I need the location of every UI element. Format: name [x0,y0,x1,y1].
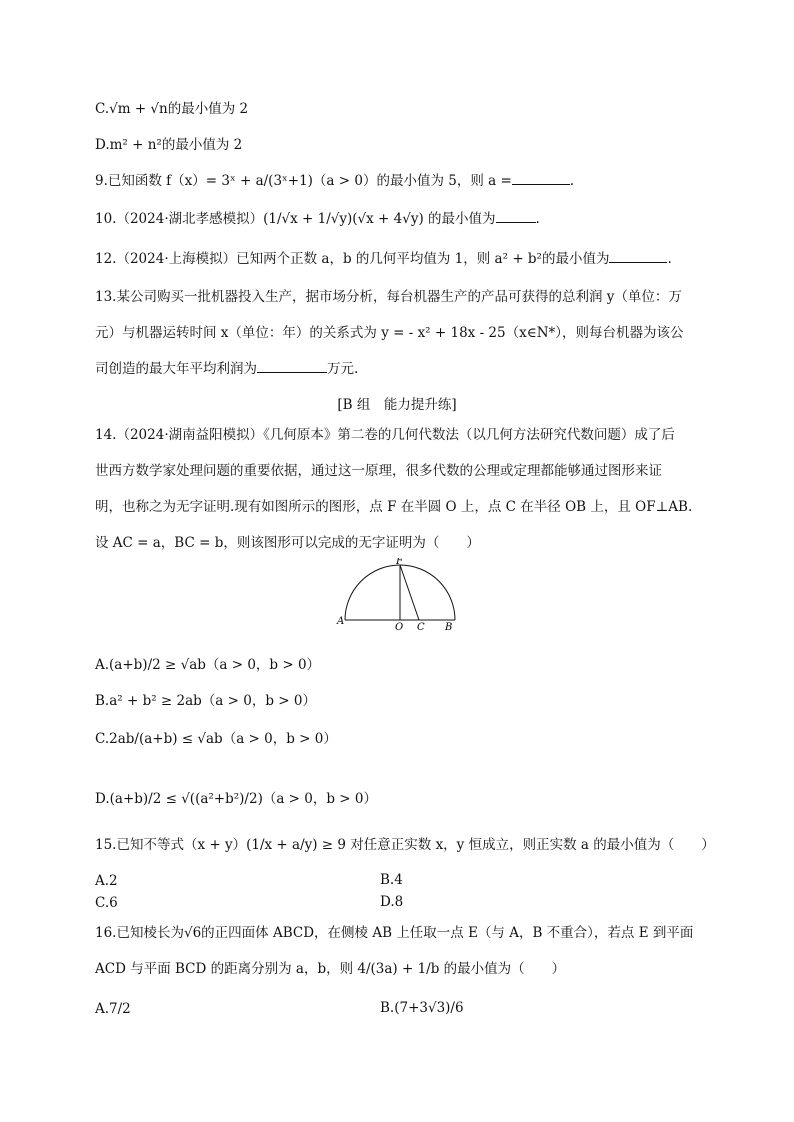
question-14-line-3: 明，也称之为无字证明.现有如图所示的图形，点 F 在半圆 O 上，点 C 在半径 OB 上，且 OF⊥AB. [95,499,693,515]
option-15c: C.6 [95,895,118,911]
option-14b: B.a² + b² ≥ 2ab（a > 0，b > 0） [95,693,316,709]
question-10: 10.（2024·湖北孝感模拟）(1/√x + 1/√y)(√x + 4√y) 的最小值为 . [95,211,540,227]
question-13-line-1: 13.某公司购买一批机器投入生产，据市场分析，每台机器生产的产品可获得的总利润 y（单位：万 [95,289,682,305]
question-13-line-3: 司创造的最大年平均利润为 万元. [95,361,359,377]
option-15b: B.4 [380,872,403,888]
label-b: B [445,622,453,632]
option-d-prev: D.m² + n²的最小值为 2 [95,137,243,153]
option-16a: A.7/2 [95,1001,131,1017]
option-15d: D.8 [380,894,404,910]
question-13-line-2: 元）与机器运转时间 x（单位：年）的关系式为 y = - x² + 18x - 25（x∈N*），则每台机器为该公 [95,325,684,341]
question-14-line-2: 世西方数学家处理问题的重要依据，通过这一原理，很多代数的公理或定理都能够通过图形来证 [95,463,662,479]
label-a: A [337,616,345,627]
label-f: F [396,558,403,567]
semicircle-figure [335,558,465,632]
option-c-prev: C.√m + √n的最小值为 2 [95,101,249,117]
option-16b: B.(7+3√3)/6 [380,1000,464,1016]
option-14d: D.(a+b)/2 ≤ √((a²+b²)/2)（a > 0，b > 0） [95,791,377,807]
option-15a: A.2 [95,873,118,889]
question-12: 12.（2024·上海模拟）已知两个正数 a，b 的几何平均值为 1，则 a² + b²的最小值为 . [95,251,672,267]
question-16-line-2: ACD 与平面 BCD 的距离分别为 a，b，则 4/(3a) + 1/b 的最小值为（ ） [95,961,566,977]
label-c: C [417,622,425,632]
section-heading: [B 组 能力提升练] [337,397,457,413]
question-9: 9.已知函数 f（x）= 3ˣ + a/(3ˣ+1)（a > 0）的最小值为 5，则 a = . [95,173,575,189]
option-14c: C.2ab/(a+b) ≤ √ab（a > 0，b > 0） [95,731,337,747]
question-14-line-1: 14.（2024·湖南益阳模拟）《几何原本》第二卷的几何代数法（以几何方法研究代数问题）成了后 [95,427,675,443]
option-14a: A.(a+b)/2 ≥ √ab（a > 0，b > 0） [95,657,321,673]
question-15: 15.已知不等式（x + y）(1/x + a/y) ≥ 9 对任意正实数 x，y 恒成立，则正实数 a 的最小值为（ ） [95,837,715,853]
label-o: O [395,622,404,632]
question-16-line-1: 16.已知棱长为√6的正四面体 ABCD，在侧棱 AB 上任取一点 E（与 A，B 不重合），若点 E 到平面 [95,925,694,941]
question-14-line-4: 设 AC = a，BC = b，则该图形可以完成的无字证明为（ ） [95,535,480,551]
